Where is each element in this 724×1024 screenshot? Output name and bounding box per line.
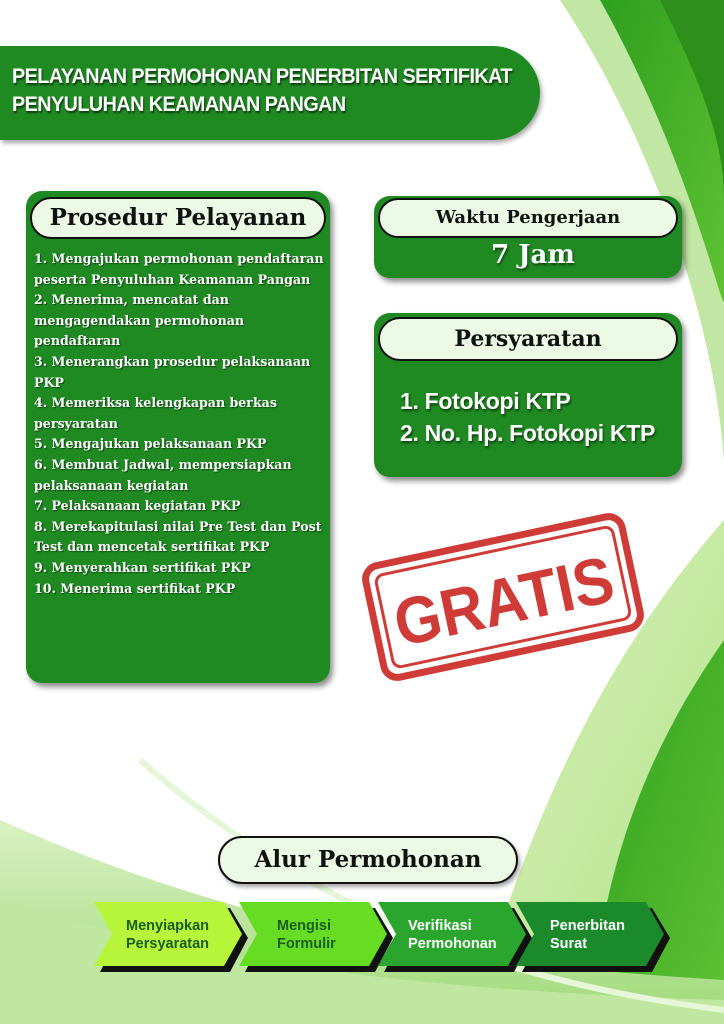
application-flow [94,900,678,978]
title-banner [0,46,540,140]
procedure-step: 7. Pelaksanaan kegiatan PKP [34,498,241,514]
procedure-steps-list [34,249,334,599]
flow-step-3-line-2: Permohonan [408,936,497,952]
procedure-step: 5. Mengajukan pelaksanaan PKP [34,436,267,452]
procedure-step: 6. Membuat Jadwal, mempersiapkan pelaksanaan kegiatan [34,456,292,493]
procedure-step: 8. Merekapitulasi nilai Pre Test dan Post Test dan mencetak sertifikat PKP [34,518,322,555]
title-line-1: PELAYANAN PERMOHONAN PENERBITAN SERTIFIKAT [12,64,512,88]
procedure-step: 4. Memeriksa kelengkapan berkas persyaratan [34,395,277,431]
flow-step-2-line-2: Formulir [277,936,336,952]
flow-step-4-label [550,917,625,953]
flow-step-1-label [126,917,209,953]
processing-time-panel [374,196,682,278]
flow-step-3 [378,900,526,970]
flow-step-1 [94,900,242,970]
procedure-step: 10. Menerima sertifikat PKP [34,580,236,596]
flow-step-4-line-2: Surat [550,936,588,952]
requirements-title: Persyaratan [378,317,678,361]
procedure-step: 2. Menerima, mencatat dan mengagendakan permohonan pendaftaran [34,292,245,349]
requirement-item: 1. Fotokopi KTP [400,388,571,414]
title-line-2: PENYULUHAN KEAMANAN PANGAN [12,92,346,116]
flow-step-3-line-1: Verifikasi [408,918,472,934]
flow-step-1-line-1: Menyiapkan [126,918,209,934]
flow-title: Alur Permohonan [218,836,518,884]
flow-step-2-line-1: Mengisi [277,918,331,934]
procedure-step: 3. Menerangkan prosedur pelaksanaan PKP [34,353,311,390]
procedure-title: Prosedur Pelayanan [30,197,326,239]
flow-step-2 [239,900,387,970]
requirements-list [400,385,690,449]
flow-step-2-label [277,917,336,953]
flow-step-3-label [408,917,497,953]
procedure-step: 1. Mengajukan permohonan pendaftaran peserta Penyuluhan Keamanan Pangan [34,251,324,287]
page-title [12,62,512,118]
processing-time-value: 7 Jam [491,240,575,270]
procedure-panel [26,191,330,683]
procedure-step: 9. Menyerahkan sertifikat PKP [34,559,251,575]
requirements-panel [374,313,682,477]
requirement-item: 2. No. Hp. Fotokopi KTP [400,420,656,446]
flow-step-4 [516,900,664,970]
flow-step-4-line-1: Penerbitan [550,918,625,934]
flow-step-1-line-2: Persyaratan [126,936,210,952]
stamp-text: GRATIS [387,536,643,661]
processing-time-title: Waktu Pengerjaan [378,198,678,238]
